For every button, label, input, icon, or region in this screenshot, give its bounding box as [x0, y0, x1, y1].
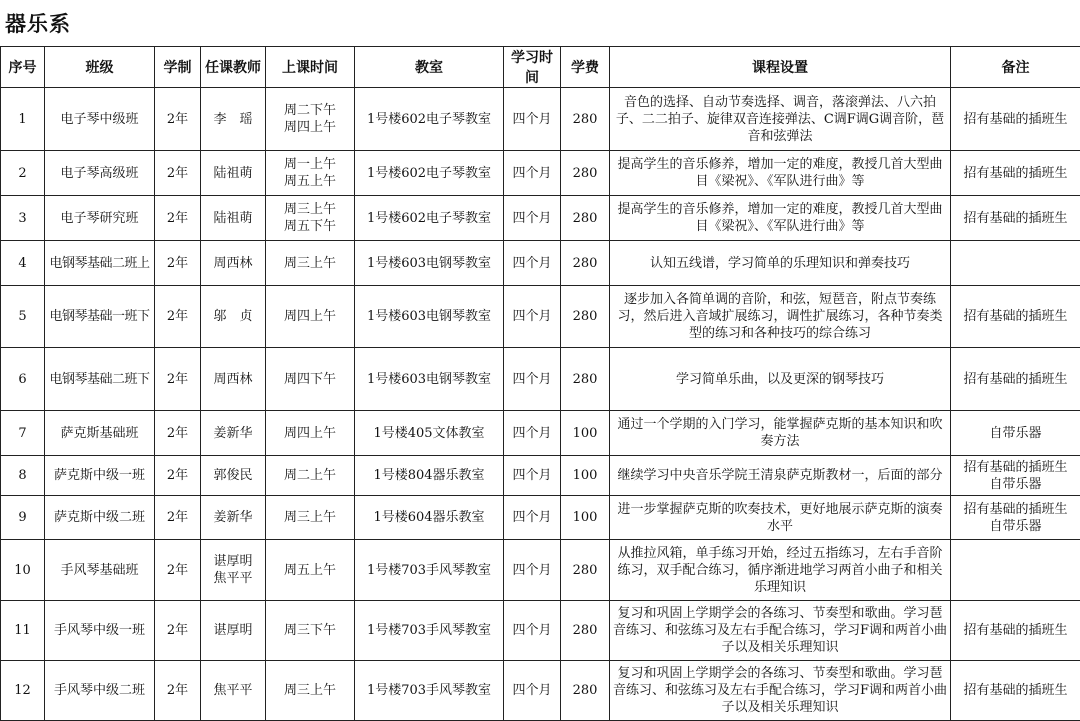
- header-note: 备注: [951, 47, 1080, 88]
- cell-time: 周五上午: [266, 540, 355, 601]
- cell-period: 四个月: [504, 88, 561, 151]
- cell-time: 周四上午: [266, 411, 355, 456]
- cell-content: 复习和巩固上学期学会的各练习、节奏型和歌曲。学习琶音练习、和弦练习及左右手配合练习，学习F调和两首小曲子以及相关乐理知识: [610, 601, 951, 661]
- cell-time: 周四下午: [266, 348, 355, 411]
- cell-period: 四个月: [504, 348, 561, 411]
- cell-content: 通过一个学期的入门学习，能掌握萨克斯的基本知识和吹奏方法: [610, 411, 951, 456]
- cell-duration: 2年: [155, 411, 201, 456]
- cell-content: 提高学生的音乐修养，增加一定的难度，教授几首大型曲目《梁祝》、《军队进行曲》等: [610, 151, 951, 196]
- cell-class: 电钢琴基础二班下: [45, 348, 155, 411]
- cell-period: 四个月: [504, 456, 561, 496]
- cell-fee: 280: [561, 540, 610, 601]
- cell-fee: 280: [561, 88, 610, 151]
- header-class: 班级: [45, 47, 155, 88]
- cell-fee: 280: [561, 286, 610, 348]
- cell-fee: 280: [561, 661, 610, 721]
- cell-teacher: 姜新华: [201, 496, 266, 540]
- cell-period: 四个月: [504, 151, 561, 196]
- cell-period: 四个月: [504, 661, 561, 721]
- cell-index: 8: [1, 456, 45, 496]
- cell-room: 1号楼603电钢琴教室: [355, 286, 504, 348]
- cell-note: 招有基础的插班生: [951, 661, 1080, 721]
- cell-period: 四个月: [504, 540, 561, 601]
- cell-teacher: 陆祖萌: [201, 196, 266, 241]
- cell-teacher: 谌厚明: [201, 601, 266, 661]
- table-row: [1, 661, 1080, 721]
- cell-content: 进一步掌握萨克斯的吹奏技术，更好地展示萨克斯的演奏水平: [610, 496, 951, 540]
- table-row: [1, 411, 1080, 456]
- cell-fee: 280: [561, 151, 610, 196]
- cell-duration: 2年: [155, 601, 201, 661]
- cell-class: 手风琴基础班: [45, 540, 155, 601]
- cell-room: 1号楼804器乐教室: [355, 456, 504, 496]
- header-fee: 学费: [561, 47, 610, 88]
- page-title: 器乐系: [5, 8, 71, 38]
- table-row: [1, 88, 1080, 151]
- cell-time: 周三上午: [266, 661, 355, 721]
- cell-fee: 100: [561, 411, 610, 456]
- cell-content: 继续学习中央音乐学院王清泉萨克斯教材一，后面的部分: [610, 456, 951, 496]
- table-row: [1, 196, 1080, 241]
- cell-room: 1号楼602电子琴教室: [355, 88, 504, 151]
- cell-note: 招有基础的插班生: [951, 196, 1080, 241]
- cell-duration: 2年: [155, 286, 201, 348]
- cell-class: 电钢琴基础二班上: [45, 241, 155, 286]
- cell-note: [951, 540, 1080, 601]
- cell-teacher: 李 瑶: [201, 88, 266, 151]
- cell-index: 4: [1, 241, 45, 286]
- cell-index: 9: [1, 496, 45, 540]
- cell-content: 学习简单乐曲，以及更深的钢琴技巧: [610, 348, 951, 411]
- cell-room: 1号楼703手风琴教室: [355, 540, 504, 601]
- cell-index: 10: [1, 540, 45, 601]
- cell-room: 1号楼405文体教室: [355, 411, 504, 456]
- header-row: [1, 47, 1080, 88]
- cell-room: 1号楼703手风琴教室: [355, 661, 504, 721]
- cell-note: 招有基础的插班生 自带乐器: [951, 496, 1080, 540]
- table-row: [1, 241, 1080, 286]
- cell-duration: 2年: [155, 151, 201, 196]
- cell-note: 招有基础的插班生 自带乐器: [951, 456, 1080, 496]
- cell-period: 四个月: [504, 196, 561, 241]
- cell-fee: 100: [561, 456, 610, 496]
- cell-duration: 2年: [155, 241, 201, 286]
- cell-index: 1: [1, 88, 45, 151]
- cell-note: 招有基础的插班生: [951, 348, 1080, 411]
- cell-duration: 2年: [155, 496, 201, 540]
- cell-room: 1号楼602电子琴教室: [355, 196, 504, 241]
- cell-class: 电子琴高级班: [45, 151, 155, 196]
- cell-index: 12: [1, 661, 45, 721]
- cell-index: 5: [1, 286, 45, 348]
- cell-room: 1号楼603电钢琴教室: [355, 348, 504, 411]
- cell-time: 周一上午 周五上午: [266, 151, 355, 196]
- cell-fee: 100: [561, 496, 610, 540]
- table-row: [1, 348, 1080, 411]
- header-index: 序号: [1, 47, 45, 88]
- cell-content: 音色的选择、自动节奏选择、调音，落滚弹法、八六拍子、二二拍子、旋律双音连接弹法、C调F调G调音阶，琶音和弦弹法: [610, 88, 951, 151]
- cell-index: 3: [1, 196, 45, 241]
- cell-time: 周四上午: [266, 286, 355, 348]
- cell-period: 四个月: [504, 411, 561, 456]
- header-content: 课程设置: [610, 47, 951, 88]
- cell-room: 1号楼703手风琴教室: [355, 601, 504, 661]
- header-duration: 学制: [155, 47, 201, 88]
- cell-duration: 2年: [155, 88, 201, 151]
- cell-content: 复习和巩固上学期学会的各练习、节奏型和歌曲。学习琶音练习、和弦练习及左右手配合练习，学习F调和两首小曲子以及相关乐理知识: [610, 661, 951, 721]
- table-row: [1, 286, 1080, 348]
- header-room: 教室: [355, 47, 504, 88]
- cell-content: 提高学生的音乐修养，增加一定的难度，教授几首大型曲目《梁祝》、《军队进行曲》等: [610, 196, 951, 241]
- table-row: [1, 540, 1080, 601]
- header-teacher: 任课教师: [201, 47, 266, 88]
- cell-fee: 280: [561, 241, 610, 286]
- table-row: [1, 456, 1080, 496]
- cell-teacher: 陆祖萌: [201, 151, 266, 196]
- cell-teacher: 周西林: [201, 348, 266, 411]
- header-time: 上课时间: [266, 47, 355, 88]
- cell-class: 萨克斯中级二班: [45, 496, 155, 540]
- cell-fee: 280: [561, 196, 610, 241]
- cell-time: 周二上午: [266, 456, 355, 496]
- cell-content: 从推拉风箱，单手练习开始，经过五指练习，左右手音阶练习，双手配合练习，循序渐进地学习两首小曲子和相关乐理知识: [610, 540, 951, 601]
- cell-duration: 2年: [155, 661, 201, 721]
- cell-fee: 280: [561, 601, 610, 661]
- cell-time: 周三上午: [266, 496, 355, 540]
- header-period: 学习时间: [504, 47, 561, 88]
- cell-class: 萨克斯中级一班: [45, 456, 155, 496]
- cell-note: 招有基础的插班生: [951, 601, 1080, 661]
- table-row: [1, 496, 1080, 540]
- cell-note: 招有基础的插班生: [951, 88, 1080, 151]
- cell-content: 认知五线谱，学习简单的乐理知识和弹奏技巧: [610, 241, 951, 286]
- cell-room: 1号楼602电子琴教室: [355, 151, 504, 196]
- cell-teacher: 郭俊民: [201, 456, 266, 496]
- cell-class: 手风琴中级二班: [45, 661, 155, 721]
- cell-period: 四个月: [504, 601, 561, 661]
- cell-class: 电子琴中级班: [45, 88, 155, 151]
- cell-index: 7: [1, 411, 45, 456]
- cell-period: 四个月: [504, 496, 561, 540]
- cell-teacher: 姜新华: [201, 411, 266, 456]
- cell-teacher: 周西林: [201, 241, 266, 286]
- cell-duration: 2年: [155, 456, 201, 496]
- cell-content: 逐步加入各简单调的音阶，和弦，短琶音，附点节奏练习，然后进入音域扩展练习，调性扩展练习，各种节奏类型的练习和各种技巧的综合练习: [610, 286, 951, 348]
- cell-period: 四个月: [504, 241, 561, 286]
- cell-class: 电钢琴基础一班下: [45, 286, 155, 348]
- cell-room: 1号楼604器乐教室: [355, 496, 504, 540]
- cell-duration: 2年: [155, 196, 201, 241]
- cell-teacher: 谌厚明 焦平平: [201, 540, 266, 601]
- table-row: [1, 601, 1080, 661]
- cell-time: 周三上午 周五下午: [266, 196, 355, 241]
- cell-time: 周二下午 周四上午: [266, 88, 355, 151]
- cell-teacher: 焦平平: [201, 661, 266, 721]
- cell-room: 1号楼603电钢琴教室: [355, 241, 504, 286]
- course-table: [0, 46, 1080, 721]
- cell-teacher: 邬 贞: [201, 286, 266, 348]
- table-row: [1, 151, 1080, 196]
- cell-note: 自带乐器: [951, 411, 1080, 456]
- cell-note: [951, 241, 1080, 286]
- cell-index: 2: [1, 151, 45, 196]
- cell-class: 萨克斯基础班: [45, 411, 155, 456]
- cell-period: 四个月: [504, 286, 561, 348]
- cell-fee: 280: [561, 348, 610, 411]
- cell-class: 手风琴中级一班: [45, 601, 155, 661]
- cell-time: 周三下午: [266, 601, 355, 661]
- cell-note: 招有基础的插班生: [951, 286, 1080, 348]
- cell-duration: 2年: [155, 348, 201, 411]
- cell-index: 11: [1, 601, 45, 661]
- cell-time: 周三上午: [266, 241, 355, 286]
- cell-note: 招有基础的插班生: [951, 151, 1080, 196]
- cell-class: 电子琴研究班: [45, 196, 155, 241]
- cell-duration: 2年: [155, 540, 201, 601]
- cell-index: 6: [1, 348, 45, 411]
